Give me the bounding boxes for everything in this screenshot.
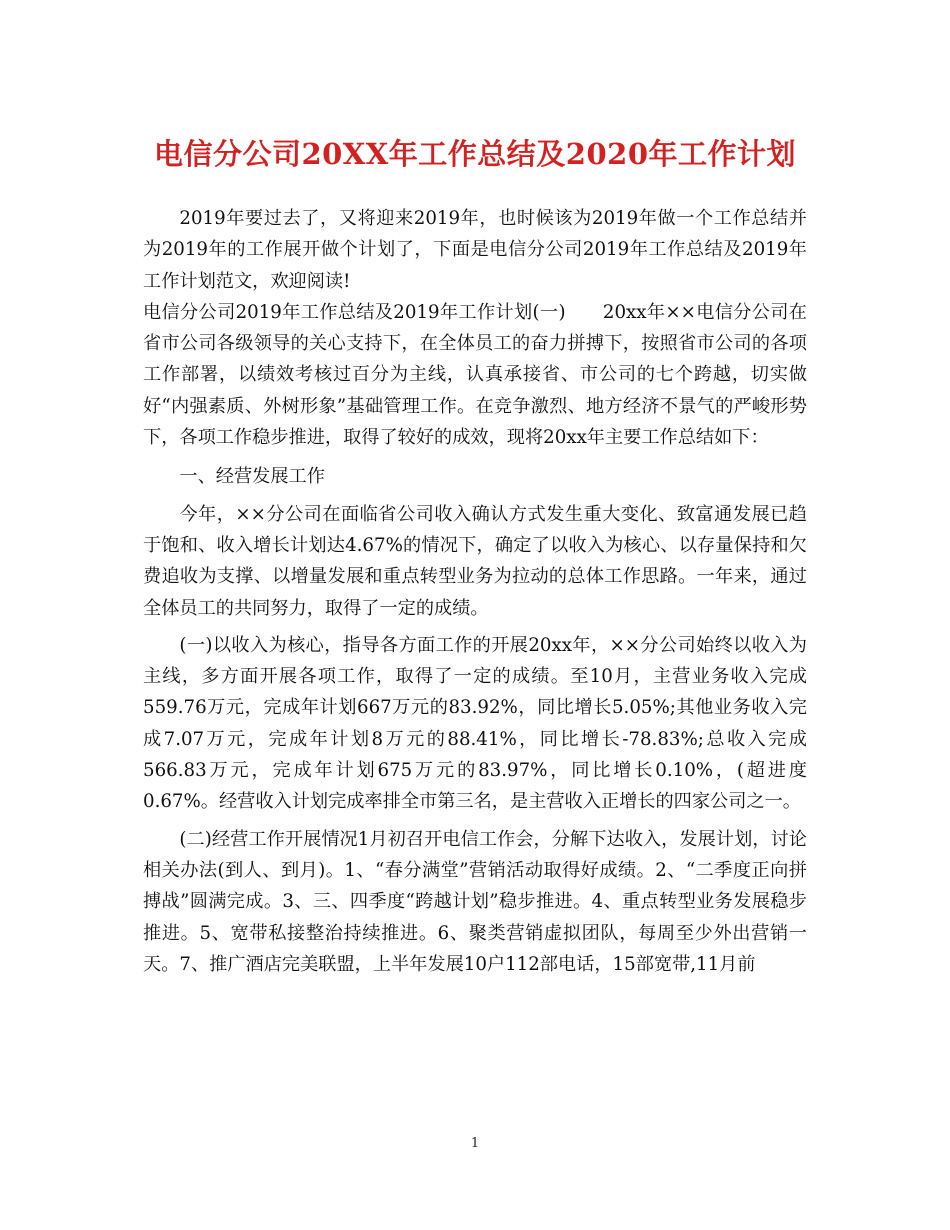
revenue-core-paragraph: (一)以收入为核心，指导各方面工作的开展20xx年，××分公司始终以收入为主线，多方面开展各项工作，取得了一定的成绩。至10月，主营业务收入完成559.76万元，完成年计划667万元的83.92%，同比增长5.05%;其他业务收入完成7.07万元，完成年计划8万元的88.41%，同比增长-78.83%;总收入完成566.83万元，完成年计划675万元的83.97%，同比增长0.10%，(超进度0.67%。经营收入计划完成率排全市第三名，是主营收入正增长的四家公司之一。 <box>143 634 807 813</box>
intro-paragraph: 2019年要过去了，又将迎来2019年，也时候该为2019年做一个工作总结并为2019年的工作展开做个计划了，下面是电信分公司2019年工作总结及2019年工作计划范文，欢迎阅读! <box>143 208 807 292</box>
document-body <box>143 203 807 980</box>
operations-paragraph: (二)经营工作开展情况1月初召开电信工作会，分解下达收入，发展计划，讨论相关办法(到人、到月)。1、“春分满堂”营销活动取得好成绩。2、“二季度正向拼搏战”圆满完成。3、三、四季度“跨越计划”稳步推进。4、重点转型业务发展稳步推进。5、宽带私接整治持续推进。6、聚类营销虚拟团队，每周至少外出营销一天。7、推广酒店完美联盟，上半年发展10户112部电话，15部宽带,11月前 <box>143 828 807 975</box>
business-overview-paragraph: 今年，××分公司在面临省公司收入确认方式发生重大变化、致富通发展已趋于饱和、收入增长计划达4.67%的情况下，确定了以收入为核心、以存量保持和欠费追收为支撑、以增量发展和重点转型业务为拉动的总体工作思路。一年来，通过全体员工的共同努力，取得了一定的成绩。 <box>143 503 807 619</box>
page-number: 1 <box>470 1136 480 1151</box>
section-one-heading-paragraph: 电信分公司2019年工作总结及2019年工作计划(一) 20xx年××电信分公司在省市公司各级领导的关心支持下，在全体员工的奋力拼搏下，按照省市公司的各项工作部署，以绩效考核过百分为主线，认真承接省、市公司的七个跨越，切实做好“内强素质、外树形象”基础管理工作。在竞争激烈、地方经济不景气的严峻形势下，各项工作稳步推进，取得了较好的成效，现将20xx年主要工作总结如下： <box>143 301 807 449</box>
business-development-heading: 一、经营发展工作 <box>179 466 325 488</box>
document-title: 电信分公司20XX年工作总结及2020年工作计划 <box>153 137 797 171</box>
